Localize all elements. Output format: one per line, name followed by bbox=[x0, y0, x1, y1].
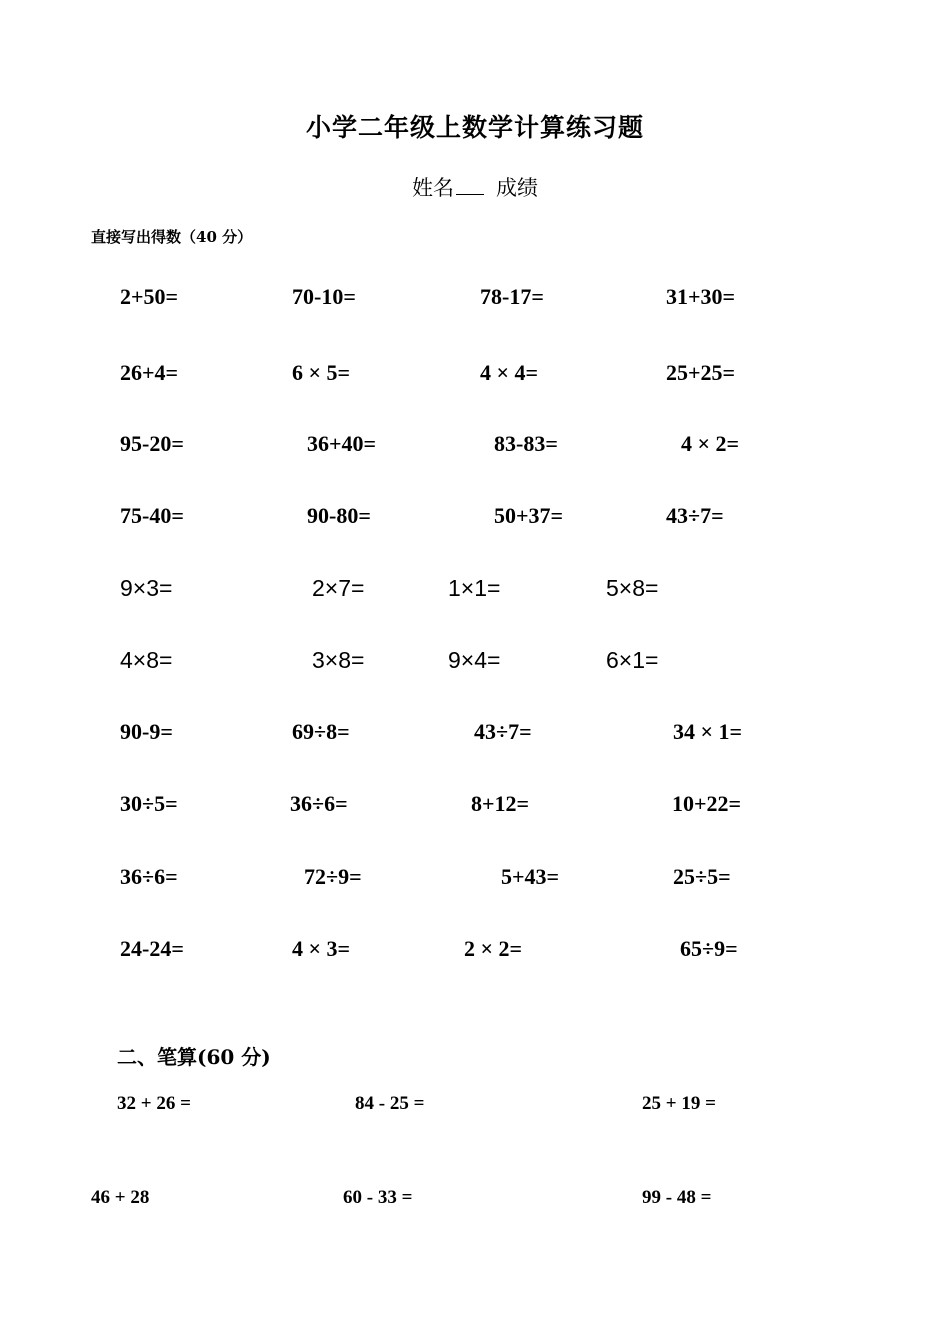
problem-7-3: 43÷7= bbox=[474, 719, 532, 744]
problem-8-2: 36÷6= bbox=[290, 791, 348, 816]
problem-10-1: 24-24= bbox=[120, 936, 184, 961]
problem-4-3: 50+37= bbox=[494, 503, 564, 528]
problem-1-3: 78-17= bbox=[480, 284, 544, 309]
problem-9-4: 25÷5= bbox=[673, 864, 731, 889]
problem-9-1: 36÷6= bbox=[120, 864, 178, 889]
problem-3-3: 83-83= bbox=[494, 431, 558, 456]
problem-6-4: 6×1= bbox=[606, 647, 659, 673]
problem-5-1: 9×3= bbox=[120, 575, 173, 601]
problem-4-1: 75-40= bbox=[120, 503, 184, 528]
name-score-line bbox=[0, 172, 950, 202]
problem-8-1: 30÷5= bbox=[120, 791, 178, 816]
problem-8-4: 10+22= bbox=[672, 791, 742, 816]
problem-6-3: 9×4= bbox=[448, 647, 501, 673]
problem-5-3: 1×1= bbox=[448, 575, 501, 601]
problem-7-1: 90-9= bbox=[120, 719, 173, 744]
problem-9-3: 5+43= bbox=[501, 864, 560, 889]
problem-8-3: 8+12= bbox=[471, 791, 530, 816]
section2-heading: 二、笔算(60 分) bbox=[117, 1045, 271, 1069]
score-label: 成绩 bbox=[496, 176, 538, 200]
problem-7-2: 69÷8= bbox=[292, 719, 350, 744]
problem-9-2: 72÷9= bbox=[304, 864, 362, 889]
problem-10-2: 4 × 3= bbox=[292, 936, 351, 961]
problem-2-4: 25+25= bbox=[666, 360, 736, 385]
page-title: 小学二年级上数学计算练习题 bbox=[305, 113, 644, 142]
problem-3-4: 4 × 2= bbox=[681, 431, 740, 456]
name-blank bbox=[456, 176, 484, 195]
problem-7-4: 34 × 1= bbox=[673, 719, 743, 744]
written-problem-1-2: 84 - 25 = bbox=[355, 1093, 425, 1114]
problem-1-1: 2+50= bbox=[120, 284, 179, 309]
problem-3-2: 36+40= bbox=[307, 431, 377, 456]
problem-6-1: 4×8= bbox=[120, 647, 173, 673]
written-problem-2-3: 99 - 48 = bbox=[642, 1187, 712, 1208]
problem-10-4: 65÷9= bbox=[680, 936, 738, 961]
problem-4-2: 90-80= bbox=[307, 503, 371, 528]
problem-2-3: 4 × 4= bbox=[480, 360, 539, 385]
problem-2-2: 6 × 5= bbox=[292, 360, 351, 385]
problem-6-2: 3×8= bbox=[312, 647, 365, 673]
written-problem-1-3: 25 + 19 = bbox=[642, 1093, 716, 1114]
problem-5-2: 2×7= bbox=[312, 575, 365, 601]
problem-1-4: 31+30= bbox=[666, 284, 736, 309]
written-problem-2-2: 60 - 33 = bbox=[343, 1187, 413, 1208]
problem-5-4: 5×8= bbox=[606, 575, 659, 601]
problem-1-2: 70-10= bbox=[292, 284, 356, 309]
problem-2-1: 26+4= bbox=[120, 360, 179, 385]
problem-3-1: 95-20= bbox=[120, 431, 184, 456]
name-label: 姓名 bbox=[412, 176, 454, 200]
problem-4-4: 43÷7= bbox=[666, 503, 724, 528]
problem-10-3: 2 × 2= bbox=[464, 936, 523, 961]
section1-heading: 直接写出得数（40 分） bbox=[91, 228, 253, 246]
written-problem-2-1: 46 + 28 bbox=[91, 1187, 150, 1208]
written-problem-1-1: 32 + 26 = bbox=[117, 1093, 191, 1114]
